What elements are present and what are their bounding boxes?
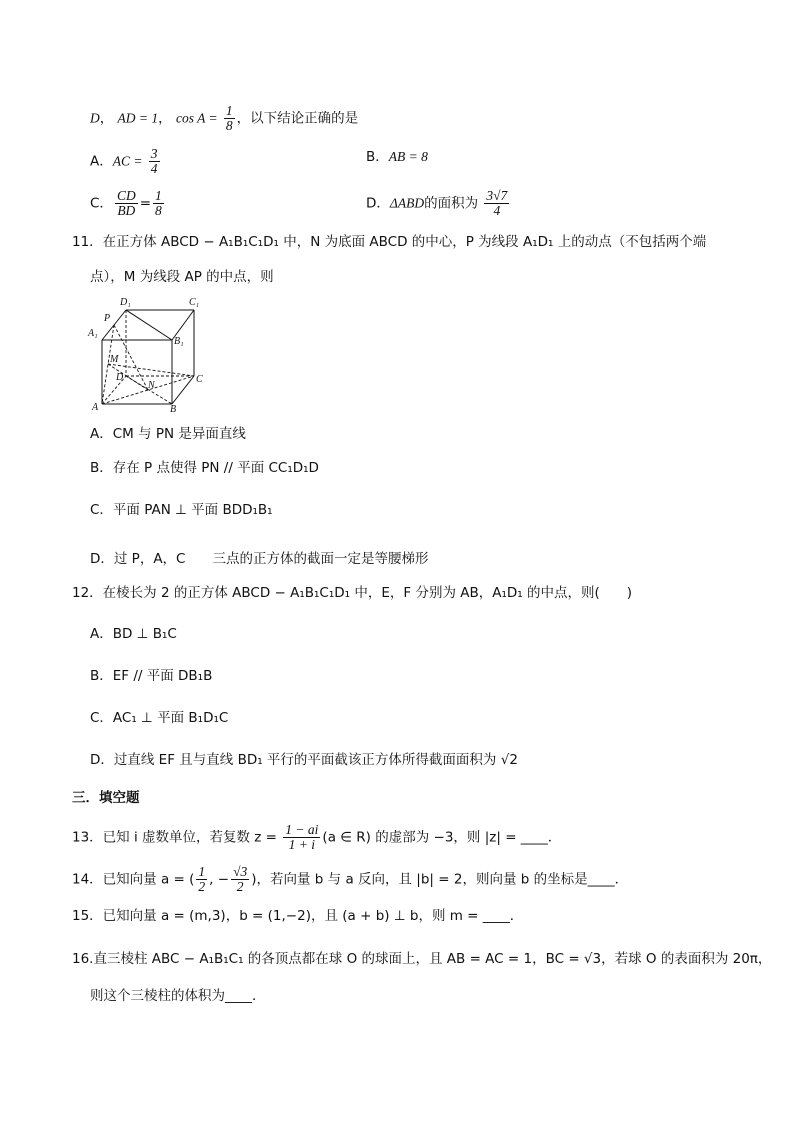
q11-option-b: B．存在 P 点使得 PN // 平面 CC₁D₁D: [90, 460, 319, 476]
q12-option-c: C．AC₁ ⊥ 平面 B₁D₁C: [90, 710, 229, 726]
q10-option-b: B．AB = 8: [366, 149, 428, 165]
label-D1: D₁: [120, 297, 131, 308]
q10-stem-fraction: $\frac{1}{8}$: [225, 103, 233, 133]
q13: 13．已知 i 虚数单位，若复数 z = $\frac{1 - ai}{1 + i}$ (a ∈ R) 的虚部为 −3，则 |z| = ____．: [72, 822, 562, 852]
label-N: N: [148, 380, 155, 391]
q11-option-a: A．CM 与 PN 是异面直线: [90, 426, 246, 442]
q12-option-a: A．BD ⊥ B₁C: [90, 626, 177, 642]
q11-option-d: D．过 P，A，C 三点的正方体的截面一定是等腰梯形: [90, 551, 429, 567]
label-C: C: [196, 374, 203, 385]
label-P: P: [104, 313, 111, 324]
q11-option-c: C．平面 PAN ⊥ 平面 BDD₁B₁: [90, 502, 273, 518]
q14: 14．已知向量 a = ( $\frac{1}{2}$ , − $\frac{√3}{2}$ )，若向量 b 与 a 反向，且 |b| = 2，则向量 b 的坐标是____．: [72, 864, 629, 894]
cube-figure: [86, 294, 216, 416]
q10-option-d: D．ΔABD的面积为 $\frac{3√7}{4}$: [366, 188, 508, 218]
q11-stem-line2: 点），M 为线段 AP 的中点，则: [90, 269, 274, 285]
q12-stem: 12．在棱长为 2 的正方体 ABCD − A₁B₁C₁D₁ 中，E，F 分别为 AB，A₁D₁ 的中点，则( ): [72, 585, 633, 601]
label-A1: A₁: [88, 328, 98, 339]
q16-line1: 16.直三棱柱 ABC − A₁B₁C₁ 的各顶点都在球 O 的球面上，且 AB = AC = 1，BC = √3，若球 O 的表面积为 20π，: [72, 951, 772, 967]
q15: 15．已知向量 a = (m,3)，b = (1,−2)，且 (a + b) ⊥ b，则 m = ____．: [72, 908, 524, 924]
label-M: M: [110, 354, 119, 365]
q10-stem: D， AD = 1， cos A = $\frac{1}{8}$ ，以下结论正确的是: [90, 103, 359, 133]
q10-option-c: C． $\frac{CD}{BD}$ = $\frac{1}{8}$: [90, 188, 162, 218]
label-B1: B₁: [174, 336, 184, 347]
q12-option-b: B．EF // 平面 DB₁B: [90, 668, 213, 684]
section-heading: 三．填空题: [72, 790, 140, 806]
label-B: B: [170, 404, 177, 415]
q12-option-d: D．过直线 EF 且与直线 BD₁ 平行的平面截该正方体所得截面面积为 √2: [90, 752, 518, 768]
label-C1: C₁: [189, 297, 200, 308]
q11-stem-line1: 11．在正方体 ABCD − A₁B₁C₁D₁ 中，N 为底面 ABCD 的中心，P 为线段 A₁D₁ 上的动点（不包括两个端: [72, 234, 707, 250]
label-D: D: [116, 372, 124, 383]
q13-fraction: $\frac{1 - ai}{1 + i}$: [285, 822, 319, 852]
label-A: A: [92, 402, 99, 413]
q16-line2: 则这个三棱柱的体积为____．: [90, 988, 266, 1004]
q10-option-a: A．AC = $\frac{3}{4}$: [90, 146, 158, 176]
